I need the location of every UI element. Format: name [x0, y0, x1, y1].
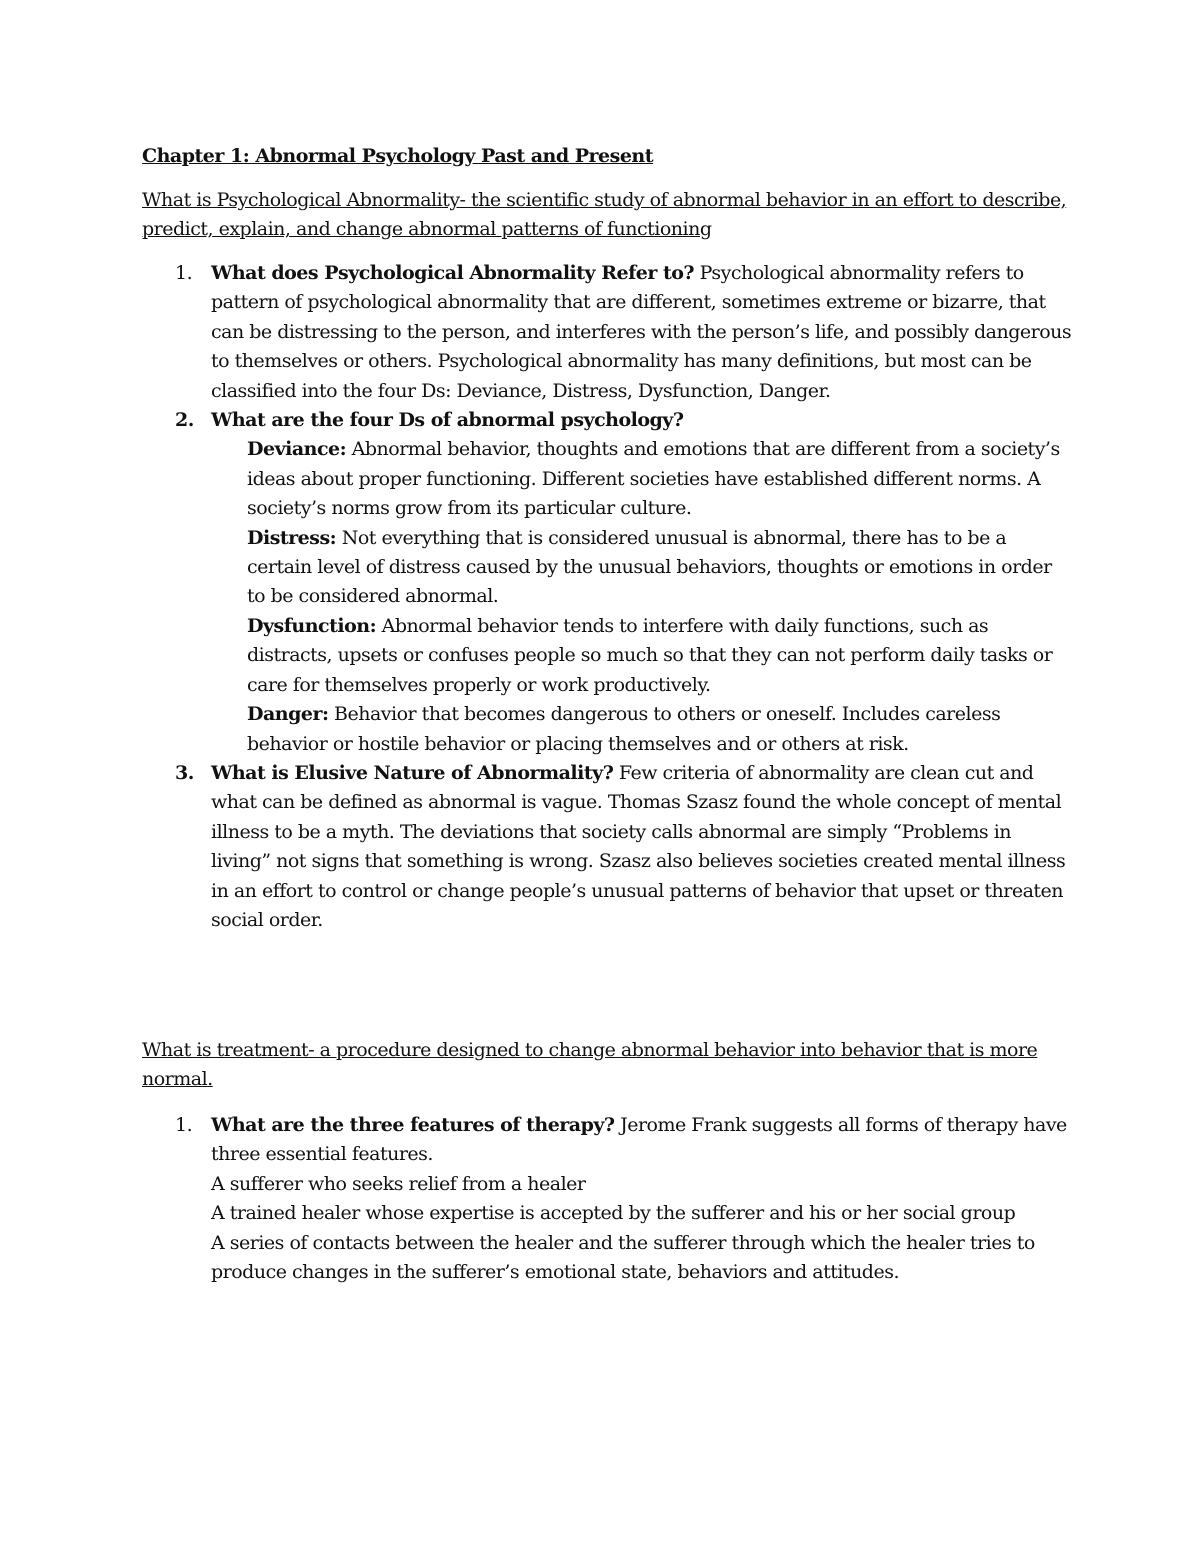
four-ds-item — [211, 612, 1072, 700]
chapter-title: Chapter 1: Abnormal Psychology Past and Present — [142, 145, 654, 167]
answer-text: Psychological abnormality refers to pattern of psychological abnormality that are different, sometimes extreme or bizarre, that can be distressing to the person, and interferes with the person’s life, and possibly dangerous to themselves or others. Psychological abnormality has many definitions, but most can be classified into the four Ds: Deviance, Distress, Dysfunction, Danger. — [211, 262, 1072, 402]
list-number: 3. — [175, 761, 194, 784]
therapy-feature: A trained healer whose expertise is accepted by the sufferer and his or her social group — [211, 1202, 1016, 1225]
list-item — [142, 759, 1072, 935]
question-heading: What are the three features of therapy? — [211, 1114, 615, 1136]
four-ds-item — [211, 524, 1072, 612]
question-heading: What are the four Ds of abnormal psychology? — [211, 409, 684, 432]
therapy-question-list — [142, 1111, 1072, 1287]
list-number: 2. — [175, 409, 194, 432]
abnormality-question-list — [142, 259, 1072, 935]
question-heading: What is Elusive Nature of Abnormality? — [211, 761, 614, 784]
list-item — [142, 406, 1072, 759]
term-description: Not everything that is considered unusual is abnormal, there has to be a certain level of distress caused by the unusual behaviors, thoughts or emotions in order to be considered abnormal. — [247, 526, 1052, 608]
term-description: Behavior that becomes dangerous to others or oneself. Includes careless behavior or hostile behavior or placing themselves and or others at risk. — [247, 703, 1001, 755]
answer-text: Jerome Frank suggests all forms of therapy have three essential features. — [211, 1114, 1067, 1166]
list-number: 1. — [175, 1114, 193, 1136]
therapy-feature: A series of contacts between the healer and the sufferer through which the healer tries to produce changes in the sufferer’s emotional state, behaviors and attitudes. — [211, 1231, 1035, 1284]
answer-text: Few criteria of abnormality are clean cut and what can be defined as abnormal is vague. Thomas Szasz found the whole concept of mental illness to be a myth. The deviations that society calls abnormal are simply “Problems in living” not signs that something is wrong. Szasz also believes societies created mental illness in an effort to control or change people’s unusual patterns of behavior that upset or threaten social order. — [211, 761, 1066, 931]
treatment-definition: What is treatment- a procedure designed to change abnormal behavior into behavior that is more normal. — [142, 1039, 1038, 1091]
term-label: Dysfunction: — [247, 614, 377, 637]
term-label: Deviance: — [247, 438, 347, 461]
term-description: Abnormal behavior, thoughts and emotions that are different from a society’s ideas about proper functioning. Different societies have established different norms. A society’s norms grow from its particular culture. — [247, 438, 1060, 520]
term-label: Distress: — [247, 526, 337, 549]
intro-definition: What is Psychological Abnormality- the scientific study of abnormal behavior in an effort to describe, predict, explain, and change abnormal patterns of functioning — [142, 189, 1067, 241]
four-ds-item — [211, 435, 1072, 523]
list-item — [142, 1111, 1072, 1287]
list-item — [142, 259, 1072, 406]
term-label: Danger: — [247, 703, 329, 726]
four-ds-item — [211, 700, 1072, 759]
list-number: 1. — [175, 262, 193, 284]
therapy-feature: A sufferer who seeks relief from a healer — [211, 1172, 586, 1195]
question-heading: What does Psychological Abnormality Refer to? — [211, 262, 695, 284]
term-description: Abnormal behavior tends to interfere with daily functions, such as distracts, upsets or confuses people so much so that they can not perform daily tasks or care for themselves properly or work productively. — [247, 614, 1053, 696]
